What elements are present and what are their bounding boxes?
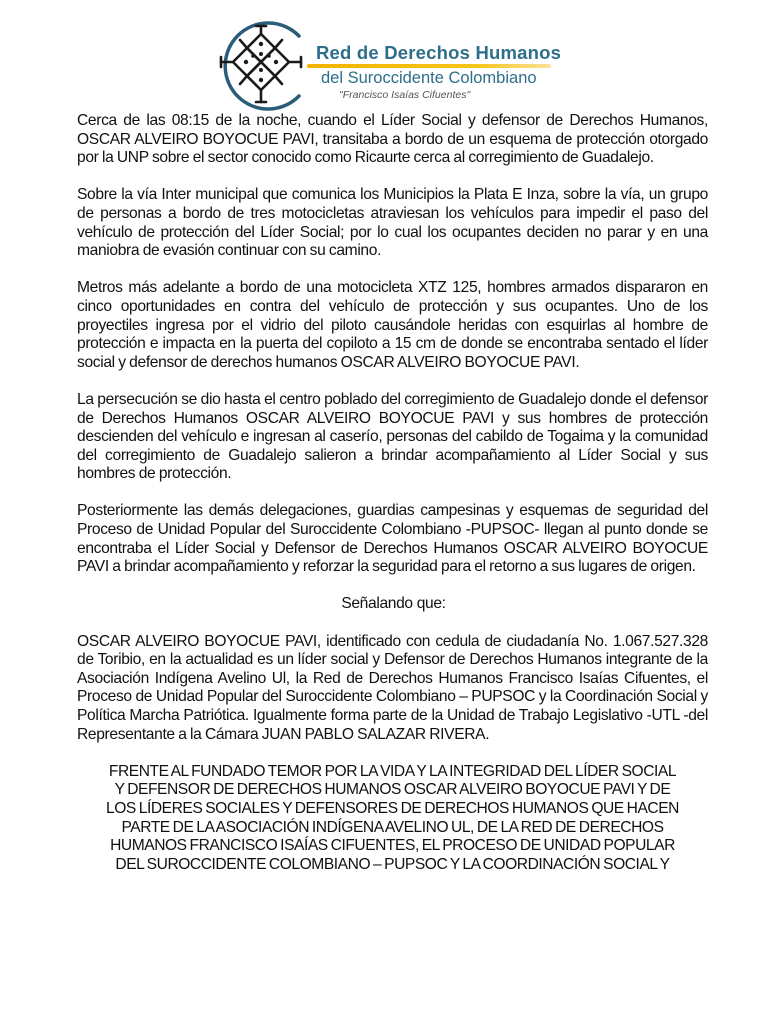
closing-line: PARTE DE LA ASOCIACIÓN INDÍGENA AVELINO UL, DE LA RED DE DERECHOS xyxy=(121,818,664,836)
closing-line: LOS LÍDERES SOCIALES Y DEFENSORES DE DERECHOS HUMANOS QUE HACEN xyxy=(106,799,679,817)
document-body xyxy=(77,112,708,874)
network-circle-logo-icon xyxy=(213,20,311,112)
paragraph-profile: OSCAR ALVEIRO BOYOCUE PAVI, identificado con cedula de ciudadanía No. 1.067.527.328 de Toribio, en la actualidad es un líder social y Defensor de Derechos Humanos integrante de la Asociación Indígena Avelino Ul, la Red de Derechos Humanos Francisco Isaías Cifuentes, el Proceso de Unidad Popular del Suroccidente Colombiano – PUPSOC y la Coordinación Social y Política Marcha Patriótica. Igualmente forma parte de la Unidad de Trabajo Legislativo -UTL -del Representante a la Cámara JUAN PABLO SALAZAR RIVERA. xyxy=(77,632,708,743)
paragraph-shooting: Metros más adelante a bordo de una motocicleta XTZ 125, hombres armados dispararon en cinco oportunidades en contra del vehículo de protección y sus ocupantes. Uno de los proyectiles ingresa por el vidrio del piloto causándole heridas con esquirlas al hombre de protección e impacta en la puerta del copiloto a 15 cm de donde se encontraba sentado el líder social y defensor de derechos humanos OSCAR ALVEIRO BOYOCUE PAVI. xyxy=(77,279,708,371)
closing-line: HUMANOS FRANCISCO ISAÍAS CIFUENTES, EL PROCESO DE UNIDAD POPULAR xyxy=(110,837,675,855)
logo-divider-bar xyxy=(307,64,551,68)
paragraph-incident-start: Cerca de las 08:15 de la noche, cuando el Líder Social y defensor de Derechos Humanos, OSCAR ALVEIRO BOYOCUE PAVI, transitaba a bordo de un esquema de protección otorgado por la UNP sobre el sector conocido como Ricaurte cerca al corregimiento de Guadalejo. xyxy=(77,112,708,167)
section-heading: Señalando que: xyxy=(341,595,446,613)
paragraph-reinforcement: Posteriormente las demás delegaciones, guardias campesinas y esquemas de seguridad del Proceso de Unidad Popular del Suroccidente Colombiano -PUPSOC- llegan al punto donde se encontraba el Líder Social y Defensor de Derechos Humanos OSCAR ALVEIRO BOYOCUE PAVI a brindar acompañamiento y reforzar la seguridad para el retorno a sus lugares de origen. xyxy=(77,502,708,576)
document-header xyxy=(213,20,573,112)
organization-tagline: "Francisco Isaías Cifuentes" xyxy=(339,89,471,101)
closing-line: FRENTE AL FUNDADO TEMOR POR LA VIDA Y LA INTEGRIDAD DEL LÍDER SOCIAL xyxy=(108,762,677,780)
closing-statement xyxy=(77,763,708,875)
closing-line: DEL SUROCCIDENTE COLOMBIANO – PUPSOC Y LA COORDINACIÓN SOCIAL Y xyxy=(115,855,670,873)
organization-title: Red de Derechos Humanos xyxy=(316,42,562,63)
closing-line: Y DEFENSOR DE DERECHOS HUMANOS OSCAR ALVEIRO BOYOCUE PAVI Y DE xyxy=(114,781,671,799)
paragraph-road-block: Sobre la vía Inter municipal que comunica los Municipios la Plata E Inza, sobre la vía, un grupo de personas a bordo de tres motocicletas atraviesan los vehículos para impedir el paso del vehículo de protección del Líder Social; por lo cual los ocupantes deciden no parar y en una maniobra de evasión continuar con su camino. xyxy=(77,186,708,260)
paragraph-pursuit: La persecución se dio hasta el centro poblado del corregimiento de Guadalejo donde el defensor de Derechos Humanos OSCAR ALVEIRO BOYOCUE PAVI y sus hombres de protección descienden del vehículo e ingresan al caserío, personas del cabildo de Togaima y la comunidad del corregimiento de Guadalejo salieron a brindar acompañamiento al Líder Social y sus hombres de protección. xyxy=(77,390,708,483)
organization-subtitle: del Suroccidente Colombiano xyxy=(321,69,537,87)
